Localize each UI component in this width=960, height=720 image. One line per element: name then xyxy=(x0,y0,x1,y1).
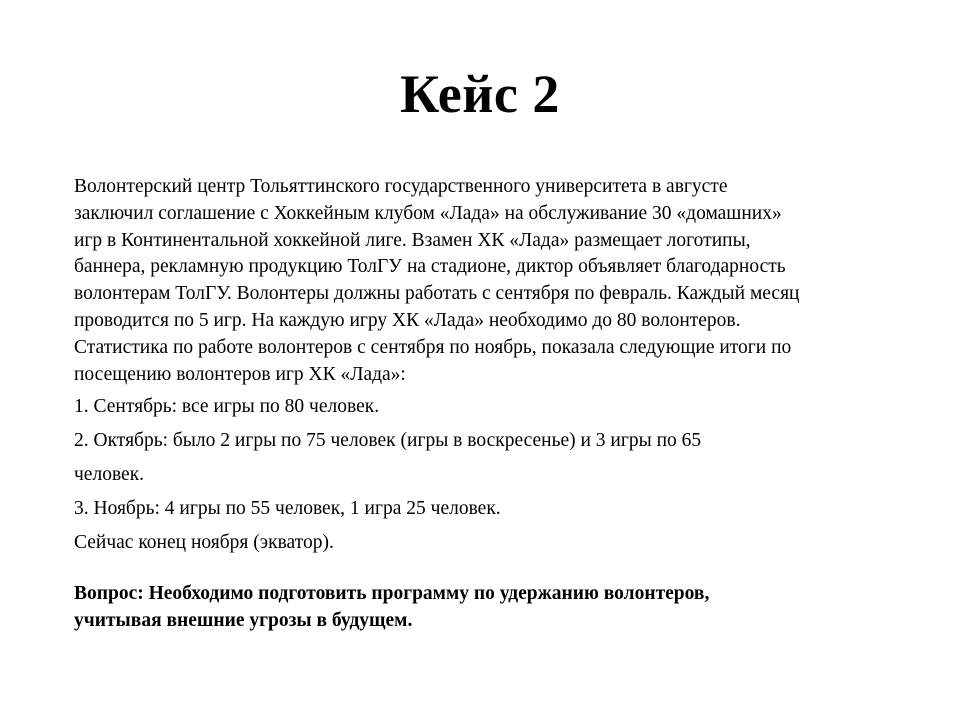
question-block xyxy=(74,580,834,634)
intro-line: заключил соглашение с Хоккейным клубом «Лада» на обслуживание 30 «домашних» xyxy=(74,202,782,224)
stat-item-november: 3. Ноябрь: 4 игры по 55 человек, 1 игра 25 человек. xyxy=(74,498,501,520)
stat-item-september: 1. Сентябрь: все игры по 80 человек. xyxy=(74,396,380,418)
intro-line: проводится по 5 игр. На каждую игру ХК «Лада» необходимо до 80 волонтеров. xyxy=(74,309,741,331)
intro-paragraph xyxy=(74,174,914,388)
stat-item-october: 2. Октябрь: было 2 игры по 75 человек (игры в воскресенье) и 3 игры по 65 xyxy=(74,430,702,452)
intro-line: волонтерам ТолГУ. Волонтеры должны работать с сентября по февраль. Каждый месяц xyxy=(74,283,800,305)
intro-line: посещению волонтеров игр ХК «Лада»: xyxy=(74,363,406,385)
intro-line: игр в Континентальной хоккейной лиге. Взамен ХК «Лада» размещает логотипы, xyxy=(74,229,751,251)
question-line: Вопрос: Необходимо подготовить программу по удержанию волонтеров, xyxy=(74,583,710,604)
intro-line: Волонтерский центр Тольяттинского государственного университета в августе xyxy=(74,176,728,197)
question-line: учитывая внешние угрозы в будущем. xyxy=(74,610,413,631)
slide-body xyxy=(74,174,914,558)
intro-line: Статистика по работе волонтеров с сентября по ноябрь, показала следующие итоги по xyxy=(74,336,792,358)
current-status-note: Сейчас конец ноября (экватор). xyxy=(74,532,334,554)
slide-title: Кейс 2 xyxy=(400,64,560,124)
stat-item-october-continued: человек. xyxy=(74,464,145,486)
intro-line: баннера, рекламную продукцию ТолГУ на стадионе, диктор объявляет благодарность xyxy=(74,256,786,278)
